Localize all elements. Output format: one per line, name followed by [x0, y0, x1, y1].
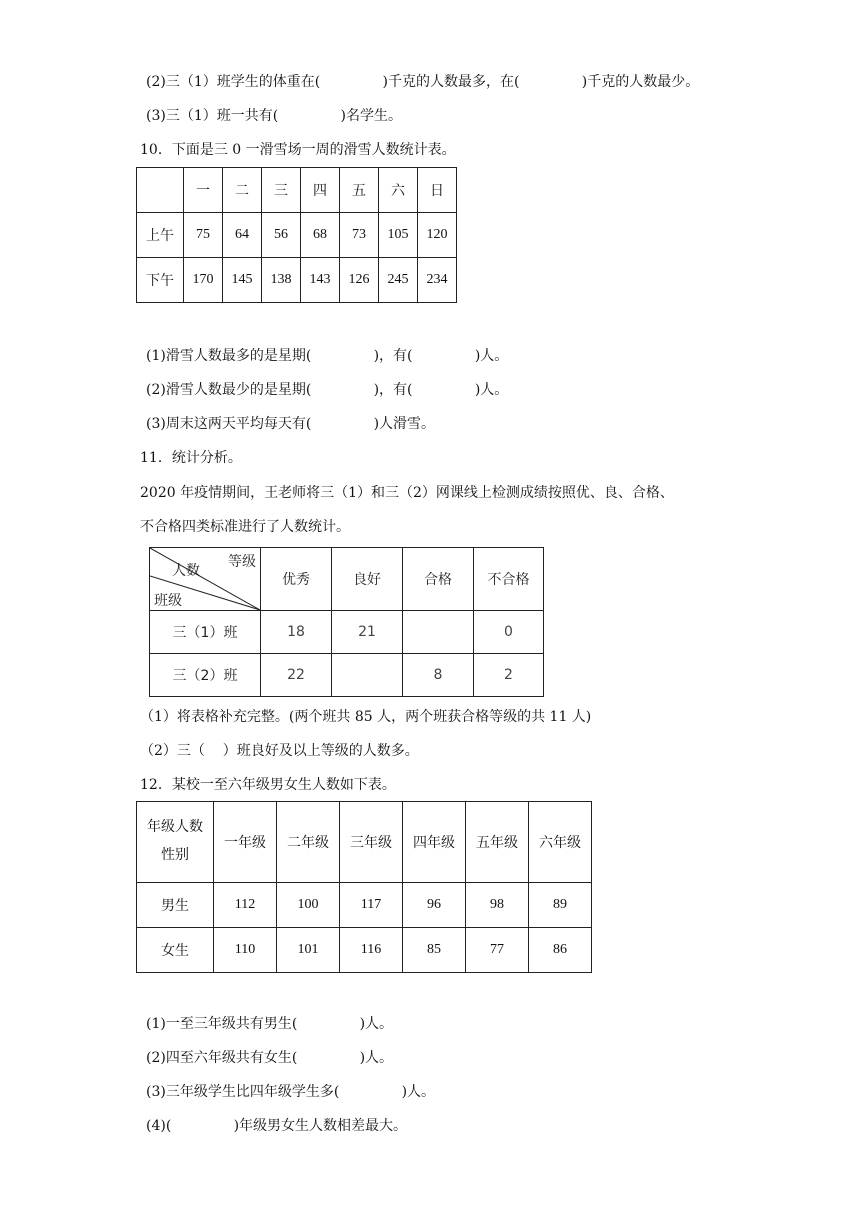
table-cell: 75	[184, 213, 223, 258]
table-cell: 101	[277, 928, 340, 973]
header-cell: 良好	[332, 548, 403, 611]
q10-part1: (1)滑雪人数最多的是星期( )，有( )人。	[146, 348, 509, 364]
row-label: 男生	[137, 883, 214, 928]
row-label: 三（1）班	[150, 611, 261, 654]
corner-label-count: 人数	[172, 563, 200, 579]
header-cell: 三年级	[340, 802, 403, 883]
q10-part2: (2)滑雪人数最少的是星期( )，有( )人。	[146, 382, 509, 398]
table-cell: 18	[261, 611, 332, 654]
table-cell: 138	[262, 258, 301, 303]
row-label: 女生	[137, 928, 214, 973]
header-cell: 不合格	[474, 548, 544, 611]
table-cell: 56	[262, 213, 301, 258]
table-row	[137, 883, 592, 928]
table-cell: 2	[474, 654, 544, 697]
header-cell: 六	[379, 168, 418, 213]
header-cell: 合格	[403, 548, 474, 611]
table-row	[137, 928, 592, 973]
q11-part2: （2）三（ ）班良好及以上等级的人数多。	[140, 743, 419, 759]
table-row	[150, 611, 544, 654]
table-cell: 86	[529, 928, 592, 973]
q12-part4: (4)( )年级男女生人数相差最大。	[146, 1118, 408, 1134]
table-header-row	[137, 802, 592, 883]
table-cell: 8	[403, 654, 474, 697]
table-cell: 117	[340, 883, 403, 928]
table-cell: 143	[301, 258, 340, 303]
table-cell: 126	[340, 258, 379, 303]
q12-part3: (3)三年级学生比四年级学生多( )人。	[146, 1084, 436, 1100]
q12-part2: (2)四至六年级共有女生( )人。	[146, 1050, 394, 1066]
corner-cell	[137, 168, 184, 213]
q11-title: 11．统计分析。	[140, 450, 242, 466]
corner-label-grade: 等级	[228, 554, 256, 570]
q12-title: 12．某校一至六年级男女生人数如下表。	[140, 777, 396, 793]
table-header-row	[137, 168, 457, 213]
header-cell: 优秀	[261, 548, 332, 611]
row-label: 下午	[137, 258, 184, 303]
table-cell: 145	[223, 258, 262, 303]
ski-visitors-table	[136, 167, 457, 303]
header-cell: 日	[418, 168, 457, 213]
table-cell: 105	[379, 213, 418, 258]
q10-title: 10．下面是三 0 一滑雪场一周的滑雪人数统计表。	[140, 142, 456, 158]
table-cell: 96	[403, 883, 466, 928]
table-cell: 21	[332, 611, 403, 654]
table-cell: 0	[474, 611, 544, 654]
table-cell: 64	[223, 213, 262, 258]
corner-label-class: 班级	[154, 593, 182, 609]
table-cell: 100	[277, 883, 340, 928]
diagonal-corner-cell	[150, 548, 261, 611]
corner-label-line2: 性别	[161, 848, 189, 863]
table-cell: 98	[466, 883, 529, 928]
table-cell: 85	[403, 928, 466, 973]
student-count-table	[136, 801, 592, 973]
table-row	[137, 258, 457, 303]
header-cell: 二	[223, 168, 262, 213]
corner-label-line1: 年级人数	[147, 820, 203, 835]
table-cell: 245	[379, 258, 418, 303]
table-header-row	[150, 548, 544, 611]
table-cell: 234	[418, 258, 457, 303]
table-cell: 89	[529, 883, 592, 928]
header-cell: 五年级	[466, 802, 529, 883]
header-cell: 五	[340, 168, 379, 213]
q9-part2: (2)三（1）班学生的体重在( )千克的人数最多，在( )千克的人数最少。	[146, 74, 700, 90]
table-row	[137, 213, 457, 258]
grade-stats-table	[149, 547, 544, 697]
q11-part1: （1）将表格补充完整。(两个班共 85 人，两个班获合格等级的共 11 人)	[140, 709, 592, 725]
q12-part1: (1)一至三年级共有男生( )人。	[146, 1016, 394, 1032]
blank-cell[interactable]	[332, 654, 403, 697]
q9-part3: (3)三（1）班一共有( )名学生。	[146, 108, 402, 124]
header-cell: 一年级	[214, 802, 277, 883]
table-row	[150, 654, 544, 697]
q10-part3: (3)周末这两天平均每天有( )人滑雪。	[146, 416, 436, 432]
q11-description-line1: 2020 年疫情期间，王老师将三（1）和三（2）网课线上检测成绩按照优、良、合格、	[140, 485, 674, 501]
header-cell: 一	[184, 168, 223, 213]
header-cell: 三	[262, 168, 301, 213]
table-cell: 112	[214, 883, 277, 928]
table-cell: 77	[466, 928, 529, 973]
corner-cell	[137, 802, 214, 883]
table-cell: 110	[214, 928, 277, 973]
row-label: 三（2）班	[150, 654, 261, 697]
table-cell: 116	[340, 928, 403, 973]
q11-description-line2: 不合格四类标准进行了人数统计。	[140, 519, 350, 535]
row-label: 上午	[137, 213, 184, 258]
header-cell: 四	[301, 168, 340, 213]
header-cell: 六年级	[529, 802, 592, 883]
header-cell: 二年级	[277, 802, 340, 883]
table-cell: 73	[340, 213, 379, 258]
blank-cell[interactable]	[403, 611, 474, 654]
table-cell: 120	[418, 213, 457, 258]
table-cell: 170	[184, 258, 223, 303]
header-cell: 四年级	[403, 802, 466, 883]
table-cell: 22	[261, 654, 332, 697]
table-cell: 68	[301, 213, 340, 258]
